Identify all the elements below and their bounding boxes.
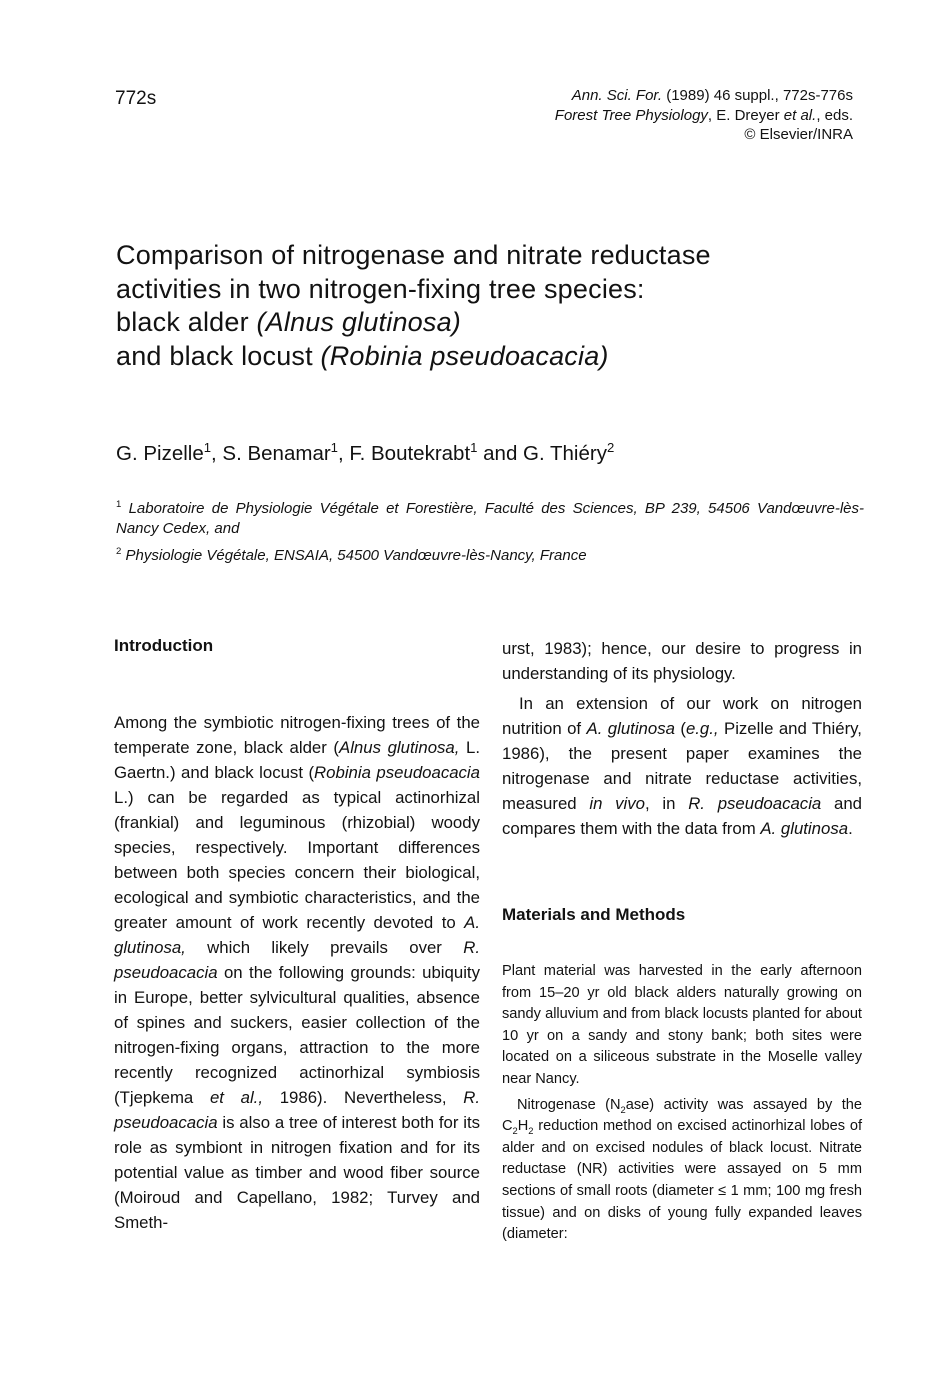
page-number: 772s (115, 88, 157, 109)
methods-paragraph-1: Plant material was harvested in the early afternoon from 15–20 yr old black alders naturally growing on sandy alluvium and from black locusts planted for about 10 yr on a sandy and stony bank; both sites were located on a siliceous substrate in the Moselle valley near Nancy. (502, 963, 862, 1087)
left-column (114, 630, 480, 1246)
introduction-heading: Introduction (114, 636, 214, 655)
citation-line-3: © Elsevier/INRA (744, 126, 853, 143)
two-column-body (114, 630, 862, 1246)
title-line-2: activities in two nitrogen-fixing tree species: (116, 273, 645, 304)
affiliation-1: $^1$ Laboratoire de Physiologie Végétale et Forestière, Faculté des Sciences, BP 239, 54506 Vandœuvre-lès-Nancy Cedex, and (116, 499, 864, 537)
introduction-paragraph-continued: urst, 1983); hence, our desire to progress in understanding of its physiology. (502, 639, 862, 683)
journal-citation (555, 86, 853, 145)
methods-paragraph-2: Nitrogenase $(N_2ase)$ activity was assayed by the $C_2H_2$ reduction method on excised actinorhizal lobes of alder and on excised nodules of black locust. Nitrate reductase (NR) activities were assayed on 5 mm sections of small roots (diameter ≤ 1 mm; 100 mg fresh tissue) and on disks of young fully expanded leaves (diameter: (502, 1096, 862, 1243)
article-title (116, 239, 711, 373)
right-column (502, 630, 862, 1246)
title-line-1: Comparison of nitrogenase and nitrate reductase (116, 240, 711, 270)
affiliation-2: $^2$ Physiologie Végétale, ENSAIA, 54500 Vandœuvre-lès-Nancy, France (116, 546, 587, 564)
methods-heading: Materials and Methods (502, 905, 686, 924)
introduction-paragraph-2: In an extension of our work on nitrogen nutrition of A. glutinosa (e.g., Pizelle and Thiéry, 1986), the present paper examines the nitrogenase and nitrate reductase activities, measured in vivo, in R. pseudoacacia and compares them with the data from A. glutinosa. (502, 694, 862, 838)
affiliations (116, 499, 864, 566)
introduction-paragraph: Among the symbiotic nitrogen-fixing trees of the temperate zone, black alder (Alnus glutinosa, L. Gaertn.) and black locust (Robinia pseudoacacia L.) can be regarded as typical actinorhizal (frankial) and leguminous (rhizobial) woody species, respectively. Important differences between both species concern their biological, ecological and symbiotic characteristics, and the greater amount of work recently devoted to A. glutinosa, which likely prevails over R. pseudoacacia on the following grounds: ubiquity in Europe, better sylvicultural qualities, absence of spines and suckers, easier collection of the nitrogen-fixing organs, attraction to the more recently recognized actinorhizal symbiosis (Tjepkema et al., 1986). Nevertheless, R. pseudoacacia is also a tree of interest both for its role as symbiont in nitrogen fixation and for its potential value as timber and wood fiber source (Moiroud and Capellano, 1982; Turvey and Smeth- (114, 713, 481, 1232)
citation-line-1: Ann. Sci. For. (1989) 46 suppl., 772s-776s (571, 87, 853, 104)
title-line-3: black alder (Alnus glutinosa) (116, 307, 461, 337)
author-list: G. Pizelle$^1$, S. Benamar$^1$, F. Boutekrabt$^1$ and G. Thiéry$^2$ (116, 440, 615, 465)
citation-line-2: Forest Tree Physiology, E. Dreyer et al., eds. (554, 106, 853, 124)
title-line-4: and black locust (Robinia pseudoacacia) (116, 340, 609, 371)
